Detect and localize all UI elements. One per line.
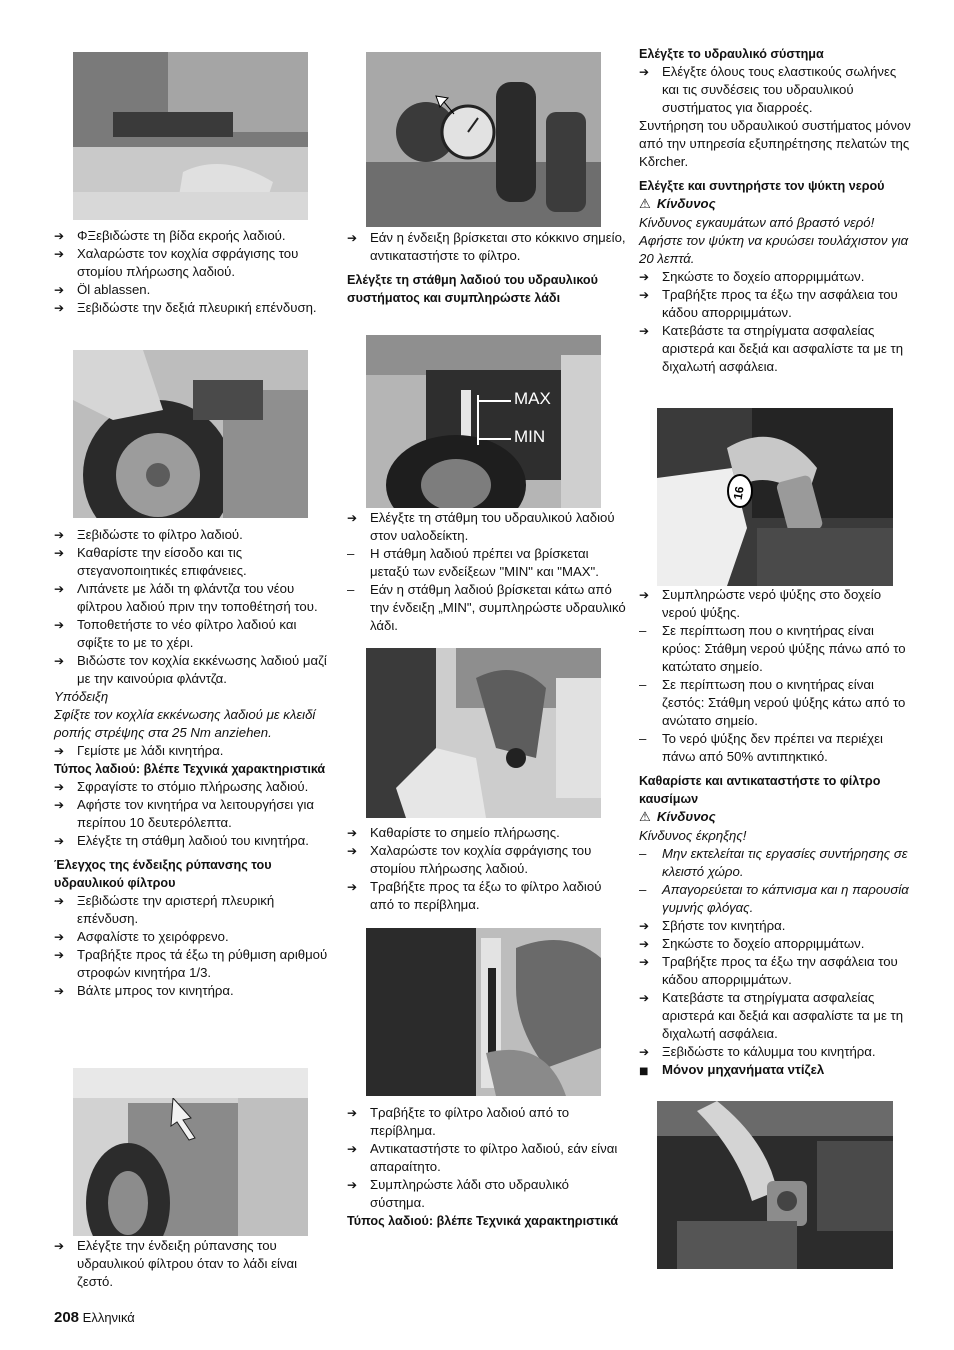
photo-filter-indicator bbox=[366, 52, 601, 227]
list-item: ➔ Συμπληρώστε νερό ψύξης στο δοχείο νερού ψύξης. bbox=[639, 586, 914, 622]
list-item: – Εάν η στάθμη λαδιού βρίσκεται κάτω από την ένδειξη „MIN", συμπληρώστε υδραυλικό λάδι. bbox=[347, 581, 627, 635]
list-item: ➔ Σφραγίστε το στόμιο πλήρωσης λαδιού. bbox=[54, 778, 334, 796]
list-item: – Απαγορεύεται το κάπνισμα και η παρουσία γυμνής φλόγας. bbox=[639, 881, 914, 917]
list-item: ➔ Ξεβιδώστε την αριστερή πλευρική επένδυση. bbox=[54, 892, 334, 928]
photo-filter-removal bbox=[366, 928, 601, 1096]
list-item: ➔ Λιπάνετε με λάδι τη φλάντζα του νέου φίλτρου λαδιού πριν την τοποθέτησή του. bbox=[54, 580, 334, 616]
col1-steps-5 bbox=[54, 1237, 334, 1291]
list-item: ➔ Ελέγξτε τη στάθμη του υδραυλικού λαδιού στον υαλοδείκτη. bbox=[347, 509, 627, 545]
col1-fill-step bbox=[54, 742, 334, 760]
col2-steps-1 bbox=[347, 229, 627, 265]
list-item: – Η στάθμη λαδιού πρέπει να βρίσκεται μεταξύ των ενδείξεων "MIN" και "MAX". bbox=[347, 545, 627, 581]
list-item: ➔ Ελέγξτε την ένδειξη ρύπανσης του υδραυλικού φίλτρου όταν το λάδι είναι ζεστό. bbox=[54, 1237, 334, 1291]
section-heading: Ελέγξτε τη στάθμη λαδιού του υδραυλικού συστήματος και συμπληρώστε λάδι bbox=[347, 273, 598, 305]
footer-language: Ελληνικά bbox=[82, 1310, 135, 1325]
page-number: 208 bbox=[54, 1309, 80, 1326]
list-item: ➔ Αφήστε τον κινητήρα να λειτουργήσει για περίπου 10 δευτερόλεπτα. bbox=[54, 796, 334, 832]
col2-steps-2 bbox=[347, 509, 627, 635]
page-footer bbox=[54, 1309, 135, 1327]
list-item: ➔ Καθαρίστε την είσοδο και τις στεγανοποιητικές επιφάνειες. bbox=[54, 544, 334, 580]
list-item: ➔ Τραβήξτε προς τα έξω την ασφάλεια του κάδου απορριμμάτων. bbox=[639, 953, 914, 989]
list-item: ➔ Ξεβιδώστε το φίλτρο λαδιού. bbox=[54, 526, 334, 544]
photo-left-side-panel bbox=[73, 1068, 308, 1236]
danger-text: Κίνδυνος εγκαυμάτων από βραστό νερό! Αφήστε τον ψύκτη να κρυώσει τουλάχιστον για 20 λεπτά. bbox=[639, 215, 909, 266]
col2-steps-3 bbox=[347, 824, 627, 914]
list-item: ➔ Βάλτε μπρος τον κινητήρα. bbox=[54, 982, 334, 1000]
list-item: ➔ Öl ablassen. bbox=[54, 281, 334, 299]
service-note: Συντήρηση του υδραυλικού συστήματος μόνον από την υπηρεσία εξυπηρέτησης πελατών της Kδrcher. bbox=[639, 118, 911, 169]
oil-type-note: Τύπος λαδιού: βλέπε Τεχνικά χαρακτηριστικά bbox=[347, 1214, 619, 1228]
list-item: ➔ Χαλαρώστε τον κοχλία σφράγισης του στομίου πλήρωσης λαδιού. bbox=[347, 842, 627, 878]
section-heading: Ελέγξτε το υδραυλικό σύστημα bbox=[639, 47, 824, 61]
note-text: Σφίξτε τον κοχλία εκκένωσης λαδιού με κλειδί ροπής στρέψης στα 25 Nm anziehen. bbox=[54, 707, 316, 740]
col1-steps-1 bbox=[54, 227, 334, 317]
list-item: – Μην εκτελείται τις εργασίες συντήρησης σε κλειστό χώρο. bbox=[639, 845, 914, 881]
list-item: ➔ Ξεβιδώστε την δεξιά πλευρική επένδυση. bbox=[54, 299, 334, 317]
photo-diesel-fuel-filter bbox=[657, 1101, 893, 1269]
col2-steps-4 bbox=[347, 1104, 627, 1212]
photo-hydraulic-sight-glass bbox=[366, 335, 601, 508]
list-item: ➔ Χαλαρώστε τον κοχλία σφράγισης του στομίου πλήρωσης λαδιού. bbox=[54, 245, 334, 281]
list-item: ➔ Τραβήξτε το φίλτρο λαδιού από το περίβλημα. bbox=[347, 1104, 627, 1140]
list-item: – Σε περίπτωση που ο κινητήρας είναι κρύος: Στάθμη νερού ψύξης πάνω από το κατώτατο σημείο. bbox=[639, 622, 914, 676]
list-item: ➔ ΦΞεβιδώστε τη βίδα εκροής λαδιού. bbox=[54, 227, 334, 245]
list-item: ➔ Καθαρίστε το σημείο πλήρωσης. bbox=[347, 824, 627, 842]
photo-number-label: 16 bbox=[730, 485, 747, 501]
list-item: ➔ Τραβήξτε προς τα έξω την ασφάλεια του κάδου απορριμμάτων. bbox=[639, 286, 914, 322]
danger-title: ⚠ Κίνδυνος bbox=[639, 809, 716, 825]
list-item: ➔ Ελέγξτε τη στάθμη λαδιού του κινητήρα. bbox=[54, 832, 334, 850]
danger-title: ⚠ Κίνδυνος bbox=[639, 196, 716, 212]
danger-text: Κίνδυνος έκρηξης! bbox=[639, 828, 747, 843]
list-item: ➔ Τραβήξτε προς τά έξω τη ρύθμιση αριθμού στροφών κινητήρα 1/3. bbox=[54, 946, 334, 982]
list-item: ➔ Ασφαλίστε το χειρόφρενο. bbox=[54, 928, 334, 946]
section-heading: Καθαρίστε και αντικαταστήστε το φίλτρο καυσίμων bbox=[639, 774, 881, 806]
col3-steps-3 bbox=[639, 586, 914, 766]
col3-steps-4 bbox=[639, 845, 914, 1079]
list-item: ➔ Ξεβιδώστε το κάλυμμα του κινητήρα. bbox=[639, 1043, 914, 1061]
section-heading: Έλεγχος της ένδειξης ρύπανσης του υδραυλικού φίλτρου bbox=[54, 858, 272, 890]
list-item: – Σε περίπτωση που ο κινητήρας είναι ζεστός: Στάθμη νερού ψύξης κάτω από το ανώτατο σημείο. bbox=[639, 676, 914, 730]
photo-oil-filter bbox=[73, 350, 308, 518]
list-item: ➔ Ελέγξτε όλους τους ελαστικούς σωλήνες και τις συνδέσεις του υδραυλικού συστήματος για διαρροές. bbox=[639, 63, 914, 117]
warning-triangle-icon: ⚠ bbox=[639, 810, 651, 825]
list-item: ➔ Σβήστε τον κινητήρα. bbox=[639, 917, 914, 935]
list-item: ➔ Κατεβάστε τα στηρίγματα ασφαλείας αριστερά και δεξιά και ασφαλίστε τα με τη διχαλωτή ασφάλεια. bbox=[639, 322, 914, 376]
list-item: ➔ Σηκώστε το δοχείο απορριμμάτων. bbox=[639, 935, 914, 953]
list-item: ➔ Κατεβάστε τα στηρίγματα ασφαλείας αριστερά και δεξιά και ασφαλίστε τα με τη διχαλωτή ασφάλεια. bbox=[639, 989, 914, 1043]
list-item: ■ Μόνον μηχανήματα ντίζελ bbox=[639, 1061, 914, 1079]
col3-steps-2 bbox=[639, 268, 914, 376]
list-item: ➔ Τραβήξτε προς τα έξω το φίλτρο λαδιού από το περίβλημα. bbox=[347, 878, 627, 914]
photo-filling-point bbox=[366, 648, 601, 818]
section-heading: Ελέγξτε και συντηρήστε τον ψύκτη νερού bbox=[639, 179, 885, 193]
list-item: ➔ Τοποθετήστε το νέο φίλτρο λαδιού και σφίξτε το με το χέρι. bbox=[54, 616, 334, 652]
photo-coolant-fill bbox=[657, 408, 893, 586]
max-label: MAX bbox=[514, 389, 551, 408]
min-label: MIN bbox=[514, 427, 546, 446]
col1-steps-2 bbox=[54, 526, 334, 688]
list-item: ➔ Βιδώστε τον κοχλία εκκένωσης λαδιού μαζί με την καινούρια φλάντζα. bbox=[54, 652, 334, 688]
note-title: Υπόδειξη bbox=[54, 689, 109, 704]
col1-steps-4 bbox=[54, 892, 334, 1000]
col3-steps-1 bbox=[639, 63, 914, 117]
list-item: ➔ Συμπληρώστε λάδι στο υδραυλικό σύστημα. bbox=[347, 1176, 627, 1212]
list-item: ➔ Αντικαταστήστε το φίλτρο λαδιού, εάν είναι απαραίτητο. bbox=[347, 1140, 627, 1176]
list-item: – Το νερό ψύξης δεν πρέπει να περιέχει πάνω από 50% αντιπηκτικό. bbox=[639, 730, 914, 766]
photo-oil-drain bbox=[73, 52, 308, 220]
list-item: ➔ Εάν η ένδειξη βρίσκεται στο κόκκινο σημείο, αντικαταστήστε το φίλτρο. bbox=[347, 229, 627, 265]
list-item: ➔ Γεμίστε με λάδι κινητήρα. bbox=[54, 742, 334, 760]
list-item: ➔ Σηκώστε το δοχείο απορριμμάτων. bbox=[639, 268, 914, 286]
col1-steps-3 bbox=[54, 778, 334, 850]
oil-type-note: Τύπος λαδιού: βλέπε Τεχνικά χαρακτηριστικά bbox=[54, 762, 326, 776]
warning-triangle-icon: ⚠ bbox=[639, 197, 651, 212]
